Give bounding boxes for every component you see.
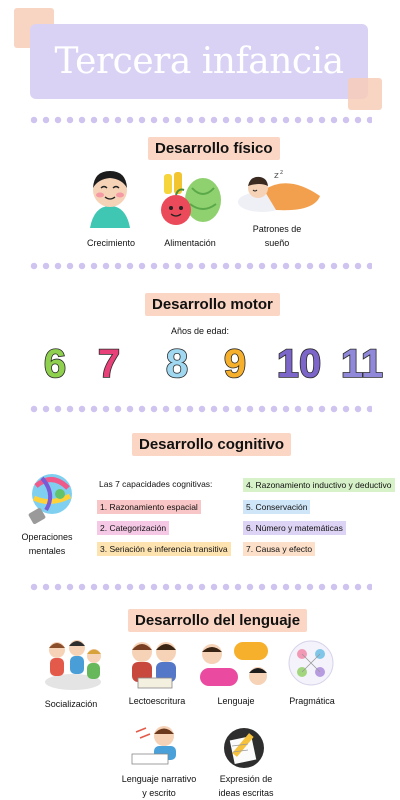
caption-lenguaje-narrativo: Lenguaje narrativo y escrito	[121, 774, 197, 798]
age-number-8: 8	[165, 342, 189, 386]
dotted-divider	[28, 262, 372, 270]
age-number-9: 9	[223, 342, 247, 386]
kids-reading-icon	[126, 638, 184, 690]
caption-operaciones-mentales: Operaciones mentales	[21, 532, 73, 556]
cognitive-item-3: 3. Seriación e inferencia transitiva	[97, 542, 231, 556]
age-number-6: 6	[43, 342, 67, 386]
vegetables-icon	[156, 170, 222, 228]
cognitive-item-4: 4. Razonamiento inductivo y deductivo	[243, 478, 395, 492]
cognitive-item-7: 7. Causa y efecto	[243, 542, 315, 556]
cognitive-item-1: 1. Razonamiento espacial	[97, 500, 201, 514]
age-number-10: 10	[276, 342, 322, 386]
caption-expresion-ideas: Expresión de ideas escritas	[218, 774, 274, 798]
dotted-divider	[28, 405, 372, 413]
section-heading-motor: Desarrollo motor	[145, 293, 280, 316]
cognitive-intro: Las 7 capacidades cognitivas:	[99, 479, 213, 489]
caption-pragmatica: Pragmática	[289, 696, 335, 706]
dotted-divider	[28, 583, 372, 591]
caption-lenguaje: Lenguaje	[217, 696, 255, 706]
cognitive-item-5: 5. Conservación	[243, 500, 310, 514]
caption-lectoescritura: Lectoescritura	[128, 696, 186, 706]
children-group-icon	[42, 634, 104, 692]
caption-alimentacion: Alimentación	[164, 238, 216, 248]
section-heading-fisico: Desarrollo físico	[148, 137, 280, 160]
caption-socializacion: Socialización	[44, 699, 98, 709]
cognitive-item-6: 6. Número y matemáticas	[243, 521, 346, 535]
caption-crecimiento: Crecimiento	[86, 238, 135, 248]
section-heading-cognitivo: Desarrollo cognitivo	[132, 433, 291, 456]
cognitive-item-2: 2. Categorización	[97, 521, 169, 535]
section-heading-lenguaje: Desarrollo del lenguaje	[128, 609, 307, 632]
page-title: Tercera infancia	[54, 41, 344, 82]
caption-patrones-sueno: Patrones de sueño	[252, 224, 302, 248]
svg-text:z: z	[280, 169, 284, 176]
svg-text:z: z	[274, 171, 279, 181]
dotted-divider	[28, 116, 372, 124]
age-number-11: 11	[340, 342, 384, 386]
lightbulb-icon	[22, 470, 76, 528]
ages-subtitle: Años de edad:	[170, 326, 230, 336]
pencil-paper-icon	[222, 726, 266, 770]
speech-bubbles-icon	[198, 640, 274, 690]
boy-face-icon	[86, 166, 134, 228]
age-number-7: 7	[97, 342, 121, 386]
sleeping-child-icon	[236, 168, 324, 214]
child-writing-icon	[130, 724, 186, 768]
pragmatics-circle-icon	[288, 640, 334, 686]
